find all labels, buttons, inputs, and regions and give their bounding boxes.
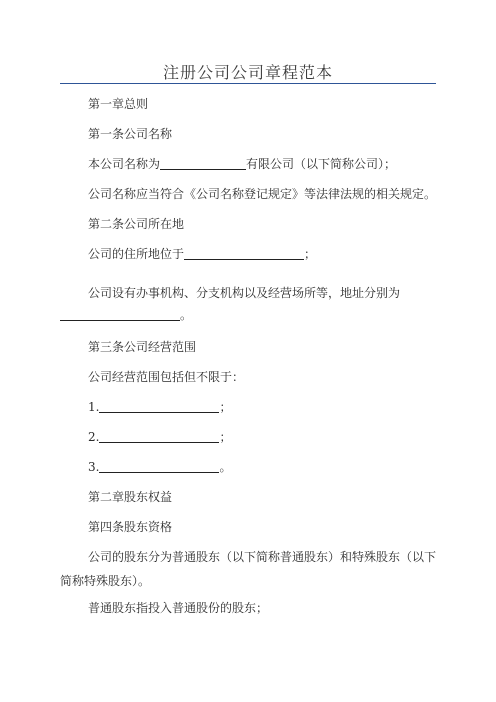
company-name-prefix: 本公司名称为 <box>88 157 161 171</box>
scope-item-1-number: 1. <box>88 400 100 414</box>
scope-item-1-blank[interactable] <box>99 400 219 413</box>
chapter-2-heading: 第二章股东权益 <box>88 490 173 504</box>
article-4-heading: 第四条股东资格 <box>88 520 173 534</box>
company-name-line <box>88 156 396 172</box>
scope-item-1 <box>88 399 231 415</box>
company-name-rule: 公司名称应当符合《公司名称登记规定》等法律法规的相关规定。 <box>88 187 437 201</box>
article-3-heading: 第三条公司经营范围 <box>88 340 197 354</box>
article-2-heading: 第二条公司所在地 <box>88 217 185 231</box>
shareholder-types-paragraph: 公司的股东分为普通股东（以下简称普通股东）和特殊股东（以下简称特殊股东）。 <box>60 550 437 588</box>
scope-item-3-blank[interactable] <box>99 460 219 473</box>
scope-item-2 <box>88 429 231 445</box>
address-prefix: 公司的住所地位于 <box>88 247 185 261</box>
address-line <box>88 246 316 262</box>
scope-item-2-blank[interactable] <box>99 430 219 443</box>
branch-address-blank[interactable] <box>60 308 180 321</box>
scope-item-3-number: 3. <box>88 460 100 474</box>
scope-item-2-number: 2. <box>88 430 100 444</box>
branch-address-end: 。 <box>180 308 193 322</box>
scope-item-2-end: ； <box>219 430 232 444</box>
business-scope-intro: 公司经营范围包括但不限于： <box>88 370 245 384</box>
address-blank[interactable] <box>184 247 304 260</box>
title-underline <box>60 83 436 84</box>
branch-address-line-2 <box>60 307 192 323</box>
scope-item-3 <box>88 459 231 475</box>
company-name-suffix: 有限公司（以下简称公司）； <box>246 157 397 171</box>
article-1-heading: 第一条公司名称 <box>88 127 173 141</box>
scope-item-1-end: ； <box>219 400 232 414</box>
chapter-1-heading: 第一章总则 <box>88 97 149 111</box>
common-shareholder-definition: 普通股东指投入普通股份的股东； <box>88 601 269 615</box>
branch-address-line: 公司设有办事机构、分支机构以及经营场所等，地址分别为 <box>88 286 401 300</box>
scope-item-3-end: 。 <box>219 460 232 474</box>
address-suffix: ； <box>304 247 317 261</box>
company-name-blank[interactable] <box>160 157 246 170</box>
document-title: 注册公司公司章程范本 <box>162 63 333 82</box>
